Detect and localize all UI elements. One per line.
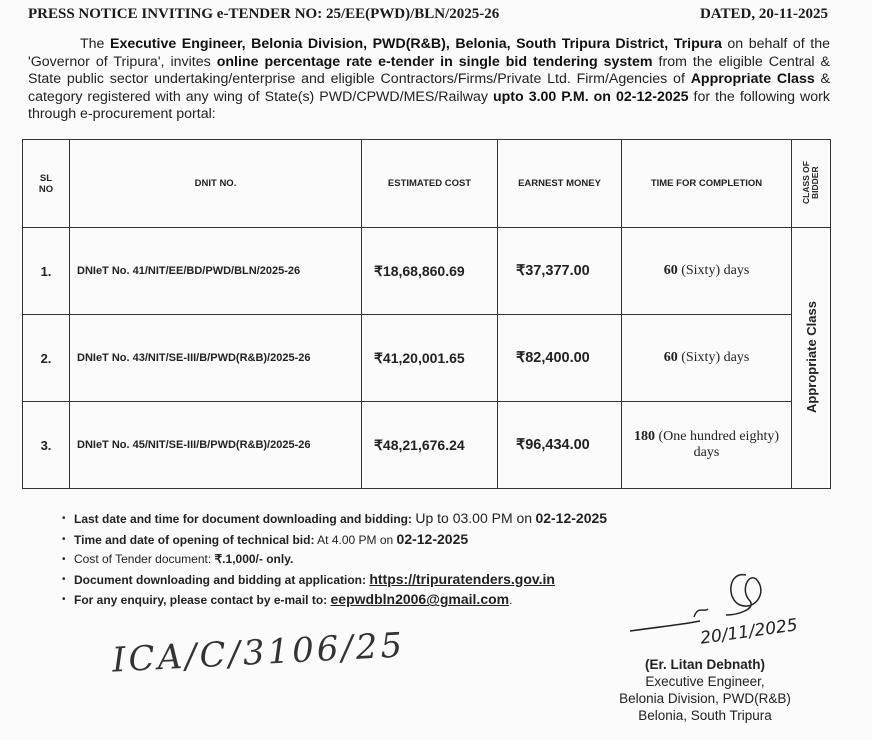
intro-issuer: Executive Engineer, Belonia Division, PWD(R&B), Belonia, South Tripura District, Tripura xyxy=(109,36,722,52)
row-time-text: (Sixty) days xyxy=(681,350,750,365)
signatory-division: Belonia Division, PWD(R&B) xyxy=(619,691,791,706)
row-sl: 2. xyxy=(23,315,70,402)
tender-table xyxy=(22,139,831,489)
signature-block xyxy=(598,656,812,724)
header-class-line1: CLASS OF xyxy=(801,160,811,204)
note-item xyxy=(62,550,607,570)
header-sl-line2: NO xyxy=(38,183,54,195)
tender-portal-link[interactable]: https://tripuratenders.gov.in xyxy=(369,570,555,587)
note-item xyxy=(62,570,607,591)
note-value: ₹.1,000/- only. xyxy=(214,552,294,567)
header-sl xyxy=(23,140,70,228)
intro-text-4: & category registered with any wing of State(s) PWD/CPWD/MES/Railway xyxy=(28,71,830,105)
signature-date: 20/11/2025 xyxy=(699,615,799,649)
row-dnit: DNIeT No. 41/NIT/EE/BD/PWD/BLN/2025-26 xyxy=(70,228,362,315)
signatory-designation: Executive Engineer, xyxy=(645,674,765,689)
header-cost: ESTIMATED COST xyxy=(362,140,498,228)
intro-tender-type: online percentage rate e-tender in single bid tendering system xyxy=(216,53,653,70)
header-dnit: DNIT NO. xyxy=(70,140,362,228)
note-value: Up to 03.00 PM on xyxy=(415,510,533,526)
note-label: Last date and time for document downloading and bidding: xyxy=(74,512,412,526)
row-earnest: ₹96,434.00 xyxy=(498,402,622,489)
notice-header xyxy=(28,6,828,23)
class-of-bidder-cell xyxy=(792,228,831,489)
header-sl-line1: SL xyxy=(39,172,53,184)
intro-text-2: on behalf of the 'Governor of Tripura', invites xyxy=(28,36,830,70)
intro-paragraph xyxy=(28,36,830,124)
note-label: Time and date of opening of technical bid: xyxy=(74,532,315,547)
note-label: For any enquiry, please contact by e-mail to: xyxy=(74,593,328,608)
row-sl: 1. xyxy=(23,228,70,315)
note-label: Cost of Tender document: xyxy=(74,552,212,567)
note-label: Document downloading and bidding at application: xyxy=(74,572,366,587)
handwritten-reference: ICA/C/3106/25 xyxy=(111,625,407,681)
row-time-text: (One hundred eighty) days xyxy=(658,429,780,460)
row-dnit: DNIeT No. 45/NIT/SE-III/B/PWD(R&B)/2025-26 xyxy=(70,402,362,489)
header-class-line2: BIDDER xyxy=(810,165,820,199)
row-sl: 3. xyxy=(23,402,70,489)
row-cost: ₹18,68,860.69 xyxy=(362,228,498,315)
note-value: At 4.00 PM on xyxy=(317,532,394,547)
row-cost: ₹41,20,001.65 xyxy=(362,315,498,402)
header-class-text xyxy=(802,161,820,204)
header-earnest: EARNEST MONEY xyxy=(498,140,622,228)
table-row xyxy=(23,402,831,489)
row-earnest: ₹37,377.00 xyxy=(498,228,622,315)
note-date: 02-12-2025 xyxy=(535,510,608,526)
note-item xyxy=(62,530,607,551)
intro-deadline: upto 3.00 P.M. on 02-12-2025 xyxy=(492,88,689,105)
row-time xyxy=(622,402,792,489)
header-class xyxy=(792,140,831,228)
row-time xyxy=(622,315,792,402)
note-suffix: . xyxy=(509,593,513,608)
signatory-place: Belonia, South Tripura xyxy=(638,708,772,723)
table-header-row xyxy=(23,140,831,228)
class-of-bidder-value: Appropriate Class xyxy=(803,300,819,413)
note-item xyxy=(62,509,607,530)
intro-text-5: for the following work through e-procurement portal: xyxy=(28,88,830,122)
row-time-num: 60 xyxy=(663,263,678,278)
table-row xyxy=(23,315,831,402)
row-time-num: 180 xyxy=(633,429,655,444)
intro-text-1: The xyxy=(80,36,105,52)
row-earnest: ₹82,400.00 xyxy=(498,315,622,402)
intro-class: Appropriate Class xyxy=(690,71,815,87)
note-date: 02-12-2025 xyxy=(396,530,469,547)
notice-title: PRESS NOTICE INVITING e-TENDER NO: 25/EE(PWD)/BLN/2025-26 xyxy=(28,6,500,22)
row-time-num: 60 xyxy=(663,350,678,365)
note-item xyxy=(62,590,607,611)
row-time xyxy=(622,228,792,315)
notes-list xyxy=(62,509,607,611)
header-time: TIME FOR COMPLETION xyxy=(622,140,792,228)
row-cost: ₹48,21,676.24 xyxy=(362,402,498,489)
row-time-text: (Sixty) days xyxy=(681,263,750,278)
intro-text-3: from the eligible Central & State public sector undertaking/enterprise and eligible Contractors/Firms/Private Ltd. Firm/Agencies of xyxy=(28,53,830,87)
notice-date: DATED, 20-11-2025 xyxy=(699,6,828,22)
enquiry-email-link[interactable]: eepwdbln2006@gmail.com xyxy=(330,591,510,608)
row-dnit: DNIeT No. 43/NIT/SE-III/B/PWD(R&B)/2025-26 xyxy=(70,315,362,402)
table-row xyxy=(23,228,831,315)
signatory-name: (Er. Litan Debnath) xyxy=(644,657,765,672)
